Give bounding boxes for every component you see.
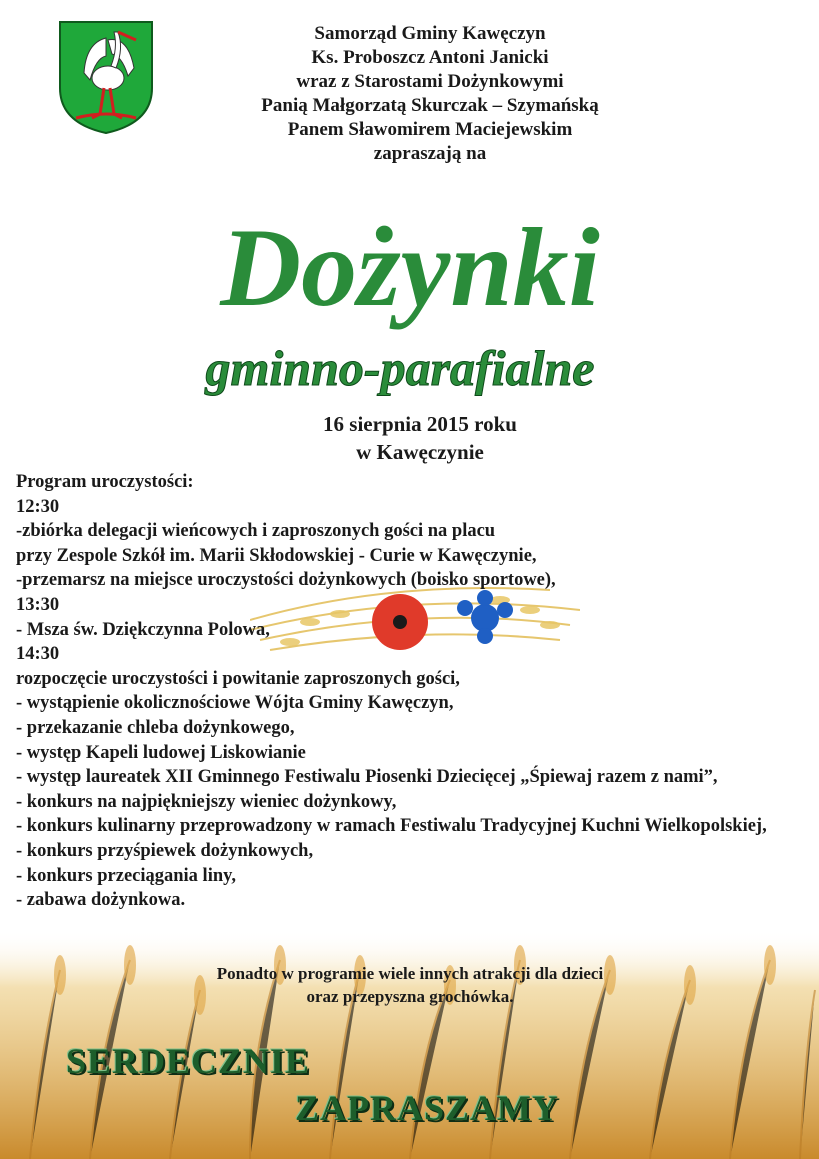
program-item: 12:30 [16, 496, 60, 517]
event-date-place [210, 410, 630, 466]
program-list [16, 470, 816, 913]
program-item: - występ Kapeli ludowej Liskowianie [16, 742, 306, 763]
header-line: Ks. Proboszcz Antoni Janicki [311, 47, 549, 68]
header-line: Panią Małgorzatą Skurczak – Szymańską [261, 95, 599, 116]
program-item: - konkurs kulinarny przeprowadzony w ramach Festiwalu Tradycyjnej Kuchni Wielkopolskiej, [16, 816, 767, 837]
invite-word-2: ZAPRASZAMY [295, 1088, 560, 1128]
event-place: w Kawęczynie [356, 440, 484, 464]
event-subtitle [120, 335, 680, 405]
event-subtitle-text: gminno-parafialne [205, 340, 595, 396]
program-item: - Msza św. Dziękczynna Polowa, [16, 619, 270, 640]
program-item: - konkurs na najpiękniejszy wieniec dożynkowy, [16, 791, 397, 812]
program-item: 14:30 [16, 644, 60, 665]
program-item: - przekazanie chleba dożynkowego, [16, 717, 295, 738]
closing-line: oraz przepyszna grochówka. [306, 987, 514, 1006]
closing-line: Ponadto w programie wiele innych atrakcji dla dzieci [216, 964, 604, 983]
stork-coat-of-arms-icon [56, 18, 156, 136]
program-item: - konkurs przyśpiewek dożynkowych, [16, 840, 314, 861]
closing-note [120, 962, 700, 1008]
program-item: - wystąpienie okolicznościowe Wójta Gminy Kawęczyn, [16, 693, 454, 714]
invite-word-1: SERDECZNIE [66, 1041, 311, 1081]
program-item: -zbiórka delegacji wieńcowych i zaproszonych gości na placu [16, 521, 496, 542]
organizers-header [150, 22, 710, 166]
header-line: wraz z Starostami Dożynkowymi [296, 71, 564, 92]
program-item: rozpoczęcie uroczystości i powitanie zaproszonych gości, [16, 668, 460, 689]
header-line: Samorząd Gminy Kawęczyn [314, 23, 546, 44]
program-heading: Program uroczystości: [16, 472, 194, 492]
program-item: -przemarsz na miejsce uroczystości dożynkowych (boisko sportowe), [16, 570, 556, 591]
header-line: zapraszają na [373, 143, 487, 164]
event-title [110, 200, 710, 335]
event-title-text: Dożynki [220, 206, 600, 330]
event-date: 16 sierpnia 2015 roku [323, 412, 517, 436]
program-item: 13:30 [16, 594, 60, 615]
program-item: - występ laureatek XII Gminnego Festiwalu Piosenki Dziecięcej „Śpiewaj razem z nami”, [16, 767, 718, 788]
header-line: Panem Sławomirem Maciejewskim [287, 119, 573, 140]
program-item: - konkurs przeciągania liny, [16, 865, 236, 886]
program-item: - zabawa dożynkowa. [16, 890, 186, 911]
program-item: przy Zespole Szkół im. Marii Skłodowskiej - Curie w Kawęczynie, [16, 545, 537, 566]
